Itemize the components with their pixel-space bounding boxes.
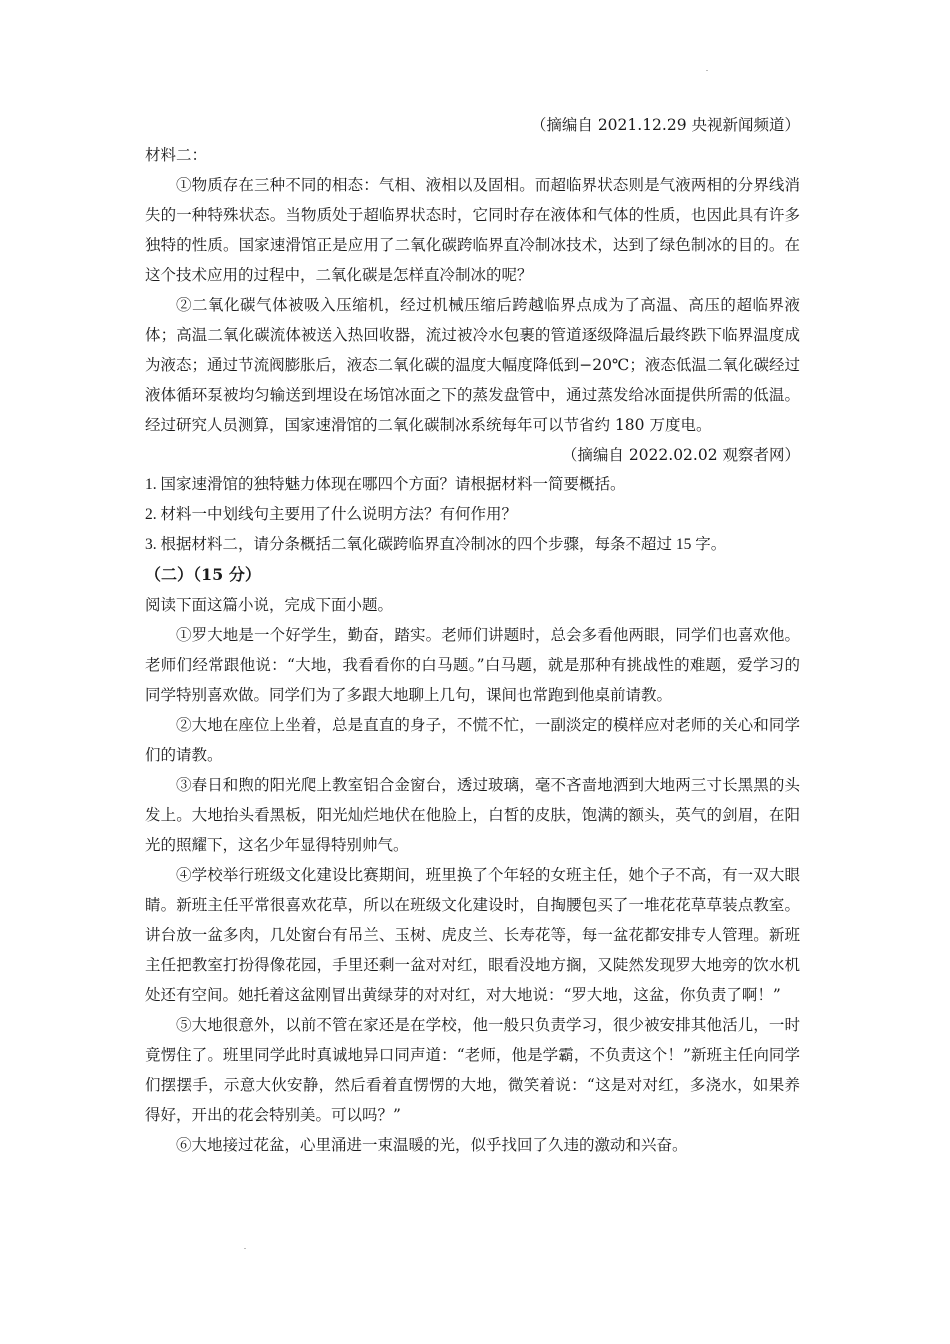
question-2: 2. 材料一中划线句主要用了什么说明方法？有何作用？ (145, 506, 518, 523)
source-citation-1: （摘编自 2021.12.29 央视新闻频道） (530, 116, 800, 134)
story-paragraph-2: ②大地在座位上坐着，总是直直的身子，不慌不忙，一副淡定的模样应对老师的关心和同学们的请教。 (145, 716, 800, 764)
source-citation-2: （摘编自 2022.02.02 观察者网） (561, 446, 800, 464)
section-2-heading: （二）（15 分） (145, 565, 261, 584)
material2-paragraph-1: ①物质存在三种不同的相态：气相、液相以及固相。而超临界状态则是气液两相的分界线消失的一种特殊状态。当物质处于超临界状态时，它同时存在液体和气体的性质，也因此具有许多独特的性质。国家速滑馆正是应用了二氧化碳跨临界直冷制冰技术，达到了绿色制冰的目的。在这个技术应用的过程中，二氧化碳是怎样直冷制冰的呢？ (145, 176, 800, 284)
story-paragraph-4: ④学校举行班级文化建设比赛期间，班里换了个年轻的女班主任，她个子不高，有一双大眼睛。新班主任平常很喜欢花草，所以在班级文化建设时，自掏腰包买了一堆花花草草装点教室。讲台放一盆多肉，几处窗台有吊兰、玉树、虎皮兰、长寿花等，每一盆花都安排专人管理。新班主任把教室打扮得像花园，手里还剩一盆对对红，眼看没地方搁，又陡然发现罗大地旁的饮水机处还有空间。她托着这盆刚冒出黄绿芽的对对红，对大地说：“罗大地，这盆，你负责了啊！” (145, 866, 800, 1004)
story-paragraph-5: ⑤大地很意外，以前不管在家还是在学校，他一般只负责学习，很少被安排其他活儿，一时竟愣住了。班里同学此时真诚地异口同声道：“老师，他是学霸，不负责这个！”新班主任向同学们摆摆手，示意大伙安静，然后看着直愣愣的大地，微笑着说：“这是对对红，多浇水，如果养得好，开出的花会特别美。可以吗？” (145, 1016, 800, 1124)
story-paragraph-1: ①罗大地是一个好学生，勤奋，踏实。老师们讲题时，总会多看他两眼，同学们也喜欢他。老师们经常跟他说：“大地，我看看你的白马题。”白马题，就是那种有挑战性的难题，爱学习的同学特别喜欢做。同学们为了多跟大地聊上几句，课间也常跑到他桌前请教。 (145, 626, 800, 704)
reading-instruction: 阅读下面这篇小说，完成下面小题。 (145, 596, 394, 614)
document-page (145, 110, 800, 1160)
material2-paragraph-2: ②二氧化碳气体被吸入压缩机，经过机械压缩后跨越临界点成为了高温、高压的超临界液体；高温二氧化碳流体被送入热回收器，流过被冷水包裹的管道逐级降温后最终跌下临界温度成为液态；通过节流阀膨胀后，液态二氧化碳的温度大幅度降低到−20℃；液态低温二氧化碳经过液体循环泵被均匀输送到埋设在场馆冰面之下的蒸发盘管中，通过蒸发给冰面提供所需的低温。经过研究人员测算，国家速滑馆的二氧化碳制冰系统每年可以节省约 180 万度电。 (145, 296, 800, 434)
material2-heading: 材料二： (145, 146, 208, 164)
question-3: 3. 根据材料二，请分条概括二氧化碳跨临界直冷制冰的四个步骤，每条不超过 15 字。 (145, 536, 727, 553)
scan-speck-top (706, 70, 708, 71)
question-1: 1. 国家速滑馆的独特魅力体现在哪四个方面？请根据材料一简要概括。 (145, 476, 626, 493)
story-paragraph-6: ⑥大地接过花盆，心里涌进一束温暖的光，似乎找回了久违的激动和兴奋。 (176, 1136, 688, 1154)
story-paragraph-3: ③春日和煦的阳光爬上教室铝合金窗台，透过玻璃，毫不吝啬地洒到大地两三寸长黑黑的头发上。大地抬头看黑板，阳光灿烂地伏在他脸上，白皙的皮肤，饱满的额头，英气的剑眉，在阳光的照耀下，这名少年显得特别帅气。 (145, 776, 800, 854)
scan-speck-bottom (244, 1248, 246, 1249)
